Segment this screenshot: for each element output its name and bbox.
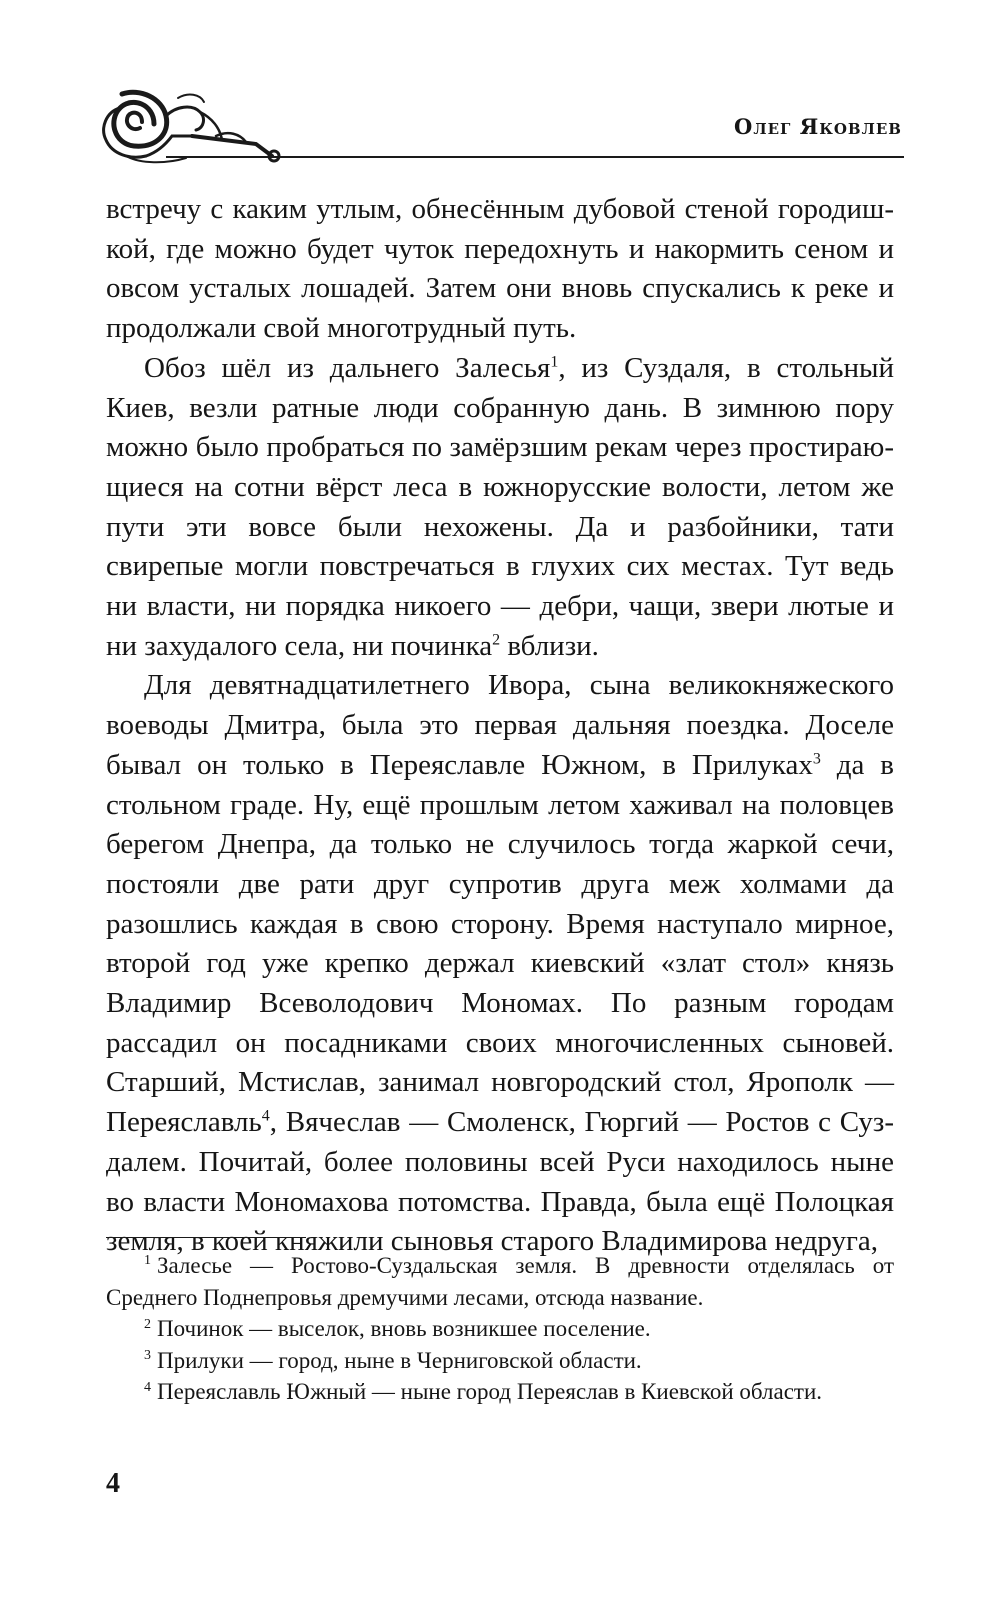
paragraph-3-text-a: Для девятнадцатилетнего Ивора, сына великокняжеского воеводы Дмитра, была это первая дальняя поездка. Доселе бывал он только в Переяславле Южном, в Прилуках [106, 669, 894, 781]
footnote-ref-4: 4 [261, 1107, 270, 1125]
paragraph-2-text-c: вблизи. [500, 629, 599, 662]
paragraph-2 [106, 349, 894, 667]
footnote-3 [106, 1345, 894, 1377]
paragraph-2-text-b: , из Суздаля, в стольный Киев, везли ратные люди собранную дань. В зимнюю пору можно было пробраться по замёрзшим рекам через простирающиеся на сотни вёрст леса в южнорусские волости, летом же пути эти вовсе были нехожены. Да и разбойники, тати свирепые могли повстречаться в глухих сих местах. Тут ведь ни власти, ни порядка никоего — дебри, чащи, звери лютые и ни захудалого села, ни починка [106, 351, 894, 662]
main-text [106, 190, 894, 1262]
header-rule [166, 156, 904, 158]
footnotes [106, 1250, 894, 1408]
paragraph-1: встречу с каким утлым, обнесённым дубовой стеной городишкой, где можно будет чуток передохнуть и накормить сеном и овсом усталых лошадей. Затем они вновь спускались к реке и продолжали свой многотрудный путь. [106, 193, 894, 345]
page-number: 4 [106, 1468, 120, 1499]
footnote-text: Залесье — Ростово-Суздальская земля. В древности отделялась от Среднего Поднепровья дремучими лесами, отсюда название. [106, 1253, 894, 1310]
paragraph-2-text-a: Обоз шёл из дальнего Залесья [144, 351, 551, 384]
footnote-ref-1: 1 [550, 353, 559, 371]
footnote-rule [106, 1237, 306, 1238]
paragraph-3-text-c: , Вячеслав — Смоленск, Гюргий — Ростов с Суздалем. Почитай, более половины всей Руси находилось ныне во власти Мономахова потомства. Правда, была ещё Полоцкая земля, в коей княжили сыновья старого Владимирова недруга, [106, 1106, 894, 1258]
footnote-text: Починок — выселок, вновь возникшее поселение. [157, 1316, 651, 1342]
footnote-4 [106, 1376, 894, 1408]
running-header-author: Олег Яковлев [734, 114, 902, 139]
footnote-text: Переяславль Южный — ныне город Переяслав в Киевской области. [157, 1379, 823, 1405]
footnote-text: Прилуки — город, ныне в Черниговской области. [157, 1347, 642, 1373]
paragraph-3 [106, 666, 894, 1262]
footnote-number: 3 [144, 1348, 151, 1364]
footnote-ref-3: 3 [812, 750, 821, 768]
footnote-2 [106, 1313, 894, 1345]
paragraph-3-text-b: да в стольном граде. Ну, ещё прошлым летом хаживал на половцев берегом Днепра, да только не случилось тогда жаркой сечи, постояли две рати друг супротив друга меж холмами да разошлись каждая в свою сторону. Время наступало мирное, второй год уже крепко держал киевский «злат стол» князь Владимир Всеволодович Мономах. По разным городам рассадил он посадниками своих многочисленных сыновей. Старший, Мстислав, занимал новгородский стол, Ярополк — Переяславль [106, 748, 894, 1139]
footnote-number: 2 [144, 1316, 151, 1332]
footnote-ref-2: 2 [492, 631, 501, 649]
footnote-1 [106, 1250, 894, 1313]
footnote-number: 4 [144, 1379, 151, 1395]
footnote-number: 1 [144, 1253, 151, 1269]
